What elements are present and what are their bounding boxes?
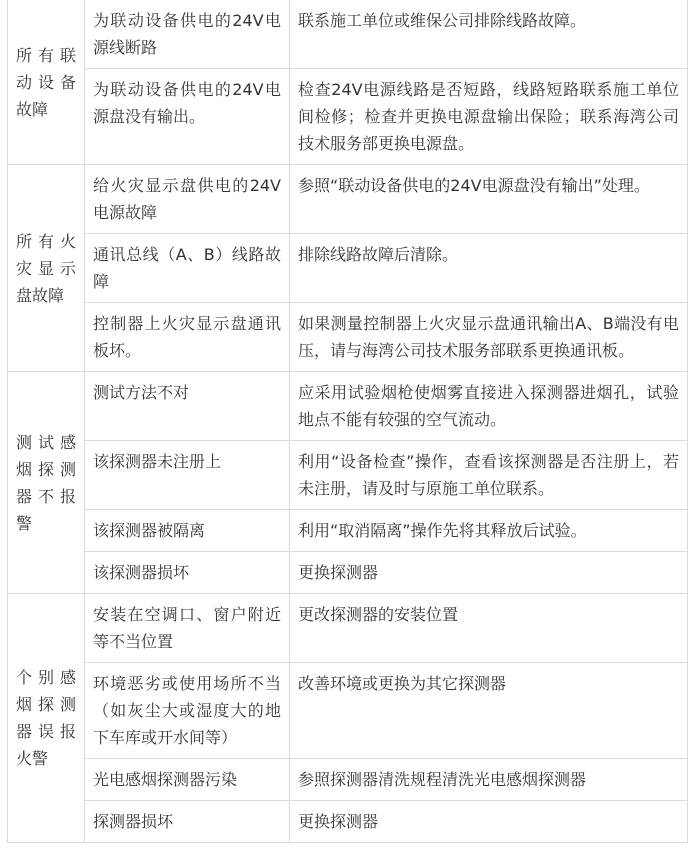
cause-cell: 测试方法不对 [85, 372, 290, 441]
cause-cell: 环境恶劣或使用场所不当（如灰尘大或湿度大的地下车库或开水间等） [85, 663, 290, 759]
cause-cell: 通讯总线（A、B）线路故障 [85, 234, 290, 303]
fault-table [7, 0, 688, 843]
table-row [8, 303, 688, 372]
table-row [8, 0, 688, 69]
table-row [8, 510, 688, 552]
table-row [8, 165, 688, 234]
solution-cell: 检查24V电源线路是否短路，线路短路联系施工单位间检修；检查并更换电源盘输出保险；联系海湾公司技术服务部更换电源盘。 [290, 69, 688, 165]
table-row [8, 801, 688, 843]
solution-cell: 改善环境或更换为其它探测器 [290, 663, 688, 759]
cause-cell: 为联动设备供电的24V电源盘没有输出。 [85, 69, 290, 165]
solution-cell: 应采用试验烟枪使烟雾直接进入探测器进烟孔，试验地点不能有较强的空气流动。 [290, 372, 688, 441]
solution-cell: 参照探测器清洗规程清洗光电感烟探测器 [290, 759, 688, 801]
category-cell: 所有联动设备故障 [8, 0, 85, 165]
cause-cell: 该探测器未注册上 [85, 441, 290, 510]
solution-cell: 如果测量控制器上火灾显示盘通讯输出A、B端没有电压，请与海湾公司技术服务部联系更换通讯板。 [290, 303, 688, 372]
category-cell: 所有火灾显示盘故障 [8, 165, 85, 372]
cause-cell: 探测器损坏 [85, 801, 290, 843]
table-row [8, 552, 688, 594]
category-cell: 测试感烟探测器不报警 [8, 372, 85, 594]
table-row [8, 594, 688, 663]
table-row [8, 234, 688, 303]
solution-cell: 更换探测器 [290, 801, 688, 843]
table-row [8, 759, 688, 801]
cause-cell: 控制器上火灾显示盘通讯板坏。 [85, 303, 290, 372]
category-cell: 个别感烟探测器误报火警 [8, 594, 85, 843]
table-row [8, 69, 688, 165]
solution-cell: 更换探测器 [290, 552, 688, 594]
solution-cell: 排除线路故障后清除。 [290, 234, 688, 303]
cause-cell: 为联动设备供电的24V电源线断路 [85, 0, 290, 69]
solution-cell: 利用“取消隔离”操作先将其释放后试验。 [290, 510, 688, 552]
table-row [8, 663, 688, 759]
cause-cell: 该探测器损坏 [85, 552, 290, 594]
solution-cell: 参照“联动设备供电的24V电源盘没有输出”处理。 [290, 165, 688, 234]
solution-cell: 联系施工单位或维保公司排除线路故障。 [290, 0, 688, 69]
cause-cell: 光电感烟探测器污染 [85, 759, 290, 801]
solution-cell: 利用“设备检查”操作，查看该探测器是否注册上，若未注册，请及时与原施工单位联系。 [290, 441, 688, 510]
cause-cell: 该探测器被隔离 [85, 510, 290, 552]
solution-cell: 更改探测器的安装位置 [290, 594, 688, 663]
table-row [8, 372, 688, 441]
cause-cell: 安装在空调口、窗户附近等不当位置 [85, 594, 290, 663]
cause-cell: 给火灾显示盘供电的24V电源故障 [85, 165, 290, 234]
table-row [8, 441, 688, 510]
